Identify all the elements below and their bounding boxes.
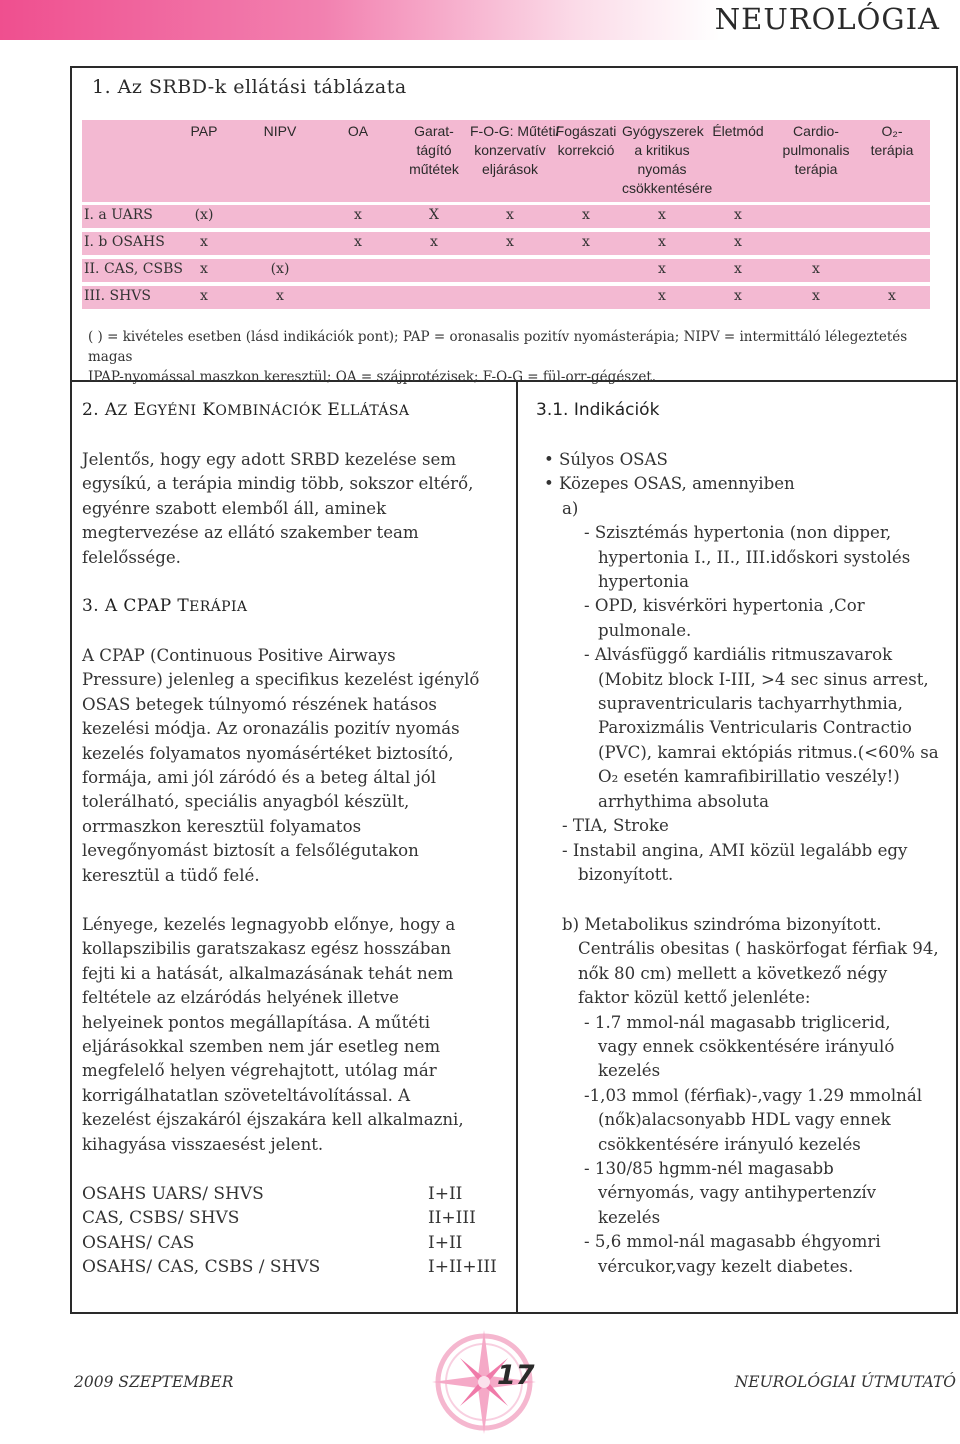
text-line: megfelelő helyen végrehajtott, utólag már <box>82 1061 437 1081</box>
text-line: helyeinek pontos megállapítása. A műtéti <box>82 1012 431 1032</box>
table-header <box>82 120 930 202</box>
table-cell: x <box>506 207 514 223</box>
table-cell: x <box>658 234 666 250</box>
combination-name: OSAHS/ CAS <box>82 1232 195 1253</box>
header-line: PAP <box>190 123 218 139</box>
header-line: Gyógyszerek <box>622 123 704 139</box>
table-cell: x <box>430 234 438 250</box>
indication-line: vagy ennek csökkentésére irányuló <box>598 1037 895 1057</box>
text-line: kezelési módja. Az oronazális pozitív nyomás <box>82 719 460 739</box>
table-row <box>82 205 930 228</box>
table-cell: (x) <box>194 207 214 223</box>
legend-line: ( ) = kivételes esetben (lásd indikációk pont); PAP = oronasalis pozitív nyomásterápia; NIPV = intermittáló lélegeztetés magas <box>88 329 908 365</box>
text-line: egysíkú, a terápia mindig több, sokszor eltérő, <box>82 474 474 494</box>
table-column-header <box>240 122 320 141</box>
text-line: keresztül a tüdő felé. <box>82 865 260 885</box>
indication-line: kezelés <box>598 1061 661 1081</box>
combination-row <box>82 1231 502 1255</box>
table-cell: x <box>354 207 362 223</box>
table-column-header <box>698 122 778 141</box>
text-line: tolerálható, speciális anyagból készült, <box>82 792 410 812</box>
header-line: Garat- <box>414 123 454 139</box>
indication-line: - Alvásfüggő kardiális ritmuszavarok <box>584 645 893 665</box>
table-row <box>82 232 930 255</box>
header-line: OA <box>347 123 369 139</box>
header-color-bar <box>0 0 720 40</box>
combination-value: II+III <box>428 1208 476 1229</box>
text-line: Lényege, kezelés legnagyobb előnye, hogy a <box>82 915 456 934</box>
combination-row <box>82 1255 502 1279</box>
indication-line: bizonyított. <box>578 864 674 884</box>
row-label: II. CAS, CSBS <box>84 261 183 277</box>
indication-line: supraventricularis tachyarrhythmia, <box>598 694 903 714</box>
legend-line: IPAP-nyomással maszkon keresztül; OA = szájprotézisek; F-O-G = fül-orr-gégészet. <box>88 369 657 385</box>
indication-line: - Szisztémás hypertonia (non dipper, <box>584 523 892 543</box>
table-legend <box>88 327 948 387</box>
table-cell: x <box>658 261 666 277</box>
table-cell: x <box>812 288 820 304</box>
table-cell: (x) <box>270 261 290 277</box>
header-line: műtétek <box>409 161 459 177</box>
row-label: I. a UARS <box>84 207 153 223</box>
table-cell: x <box>200 234 208 250</box>
text-line: orrmaszkon keresztül folyamatos <box>82 816 362 836</box>
table-cell: x <box>506 234 514 250</box>
indication-line: kezelés <box>598 1207 661 1227</box>
table-column-header <box>776 122 856 179</box>
text-line: korrigálhatatlan szöveteltávolítással. A <box>82 1085 411 1105</box>
header-line: konzervatív <box>474 142 546 158</box>
indication-line: hypertonia <box>598 572 689 592</box>
table-cell: x <box>888 288 896 304</box>
text-line: felelőssége. <box>82 547 181 567</box>
indication-line: vérnyomás, vagy antihypertenzív <box>598 1183 877 1203</box>
section-heading-text: 3. A CPAP TERÁPIA <box>82 596 248 616</box>
combination-list <box>82 1182 502 1280</box>
indication-list-a <box>536 448 956 887</box>
text-line: formája, ami jól záródó és a beteg által jól <box>82 768 437 788</box>
combination-name: OSAHS/ CAS, CSBS / SHVS <box>82 1257 321 1278</box>
table-column-header <box>546 122 626 160</box>
table-cell: x <box>734 234 742 250</box>
table-cell: x <box>658 288 666 304</box>
indication-line: b) Metabolikus szindróma bizonyított. <box>562 915 882 934</box>
indication-line: arrhythima absoluta <box>598 791 769 811</box>
indication-line: -1,03 mmol (férfiak)-,vagy 1.29 mmolnál <box>584 1085 923 1105</box>
header-line: pulmonalis <box>782 142 850 158</box>
header-line: a kritikus <box>634 142 690 158</box>
indication-line: vércukor,vagy kezelt diabetes. <box>598 1256 854 1276</box>
section-heading <box>82 400 409 420</box>
indication-line: - TIA, Stroke <box>562 816 669 836</box>
text-line: OSAS betegek túlnyomó részének hatásos <box>82 694 437 714</box>
table-cell: x <box>582 207 590 223</box>
combination-name: CAS, CSBS/ SHVS <box>82 1208 240 1229</box>
table-cell: x <box>200 288 208 304</box>
table-cell: x <box>734 261 742 277</box>
table-cell: x <box>582 234 590 250</box>
paragraph <box>82 448 514 570</box>
text-line: Jelentős, hogy egy adott SRBD kezelése sem <box>82 450 457 469</box>
indication-line: (nők)alacsonyabb HDL vagy ennek <box>598 1110 891 1130</box>
table-cell: x <box>276 288 284 304</box>
text-line: kezelést éjszakáról éjszakára kell alkalmazni, <box>82 1110 464 1130</box>
indication-line: (Mobitz block I-III, >4 sec sinus arrest, <box>598 669 929 689</box>
indication-list-b <box>536 913 956 1279</box>
header-line: terápia <box>870 142 914 158</box>
indication-line: a) <box>562 498 579 518</box>
indication-line: - 130/85 hgmm-nél magasabb <box>584 1159 834 1179</box>
paragraph <box>82 913 514 1157</box>
row-label: III. SHVS <box>84 288 151 304</box>
text-line: eljárásokkal szemben nem jár esetleg nem <box>82 1037 441 1057</box>
indication-line: (PVC), kamrai ektópiás ritmus.(<60% sa <box>598 742 939 762</box>
indication-line: Paroxizmális Ventricularis Contractio <box>598 718 912 738</box>
table-column-header <box>622 122 713 198</box>
text-line: levegőnyomást biztosít a felsőlégutakon <box>82 841 419 861</box>
text-line: egyénre szabott elemből áll, aminek <box>82 498 387 518</box>
table-column-header <box>318 122 398 141</box>
table-title: 1. Az SRBD-k ellátási táblázata <box>92 76 407 98</box>
indication-line: • Súlyos OSAS <box>544 450 668 469</box>
indication-line: - OPD, kisvérköri hypertonia ,Cor <box>584 596 865 616</box>
table-cell: x <box>734 288 742 304</box>
text-line: Pressure) jelenleg a specifikus kezelést igénylő <box>82 670 480 690</box>
table-column-header <box>394 122 474 179</box>
indication-line: • Közepes OSAS, amennyiben <box>544 474 795 494</box>
table-cell: x <box>354 234 362 250</box>
indication-line: faktor közül kettő jelenléte: <box>578 988 811 1008</box>
table-cell: x <box>200 261 208 277</box>
header-line: O₂- <box>881 123 903 139</box>
indication-line: - 1.7 mmol-nál magasabb triglicerid, <box>584 1012 891 1032</box>
header-line: terápia <box>794 161 838 177</box>
combination-value: I+II <box>428 1184 463 1204</box>
table-cell: x <box>658 207 666 223</box>
footer-title: NEUROLÓGIAI ÚTMUTATÓ <box>734 1373 956 1391</box>
header-line: Fogászati <box>555 123 617 139</box>
paragraph <box>82 644 514 888</box>
header-line: Cardio- <box>793 123 839 139</box>
combination-name: OSAHS UARS/ SHVS <box>82 1184 264 1204</box>
table-row <box>82 286 930 309</box>
indication-line: Centrális obesitas ( haskörfogat férfiak 94, <box>578 939 939 959</box>
header-line: NIPV <box>263 123 297 139</box>
header-line: F-O-G: Műtéti/ <box>470 123 560 139</box>
text-line: megtervezése az ellátó szakember team <box>82 523 419 543</box>
indication-line: pulmonale. <box>598 620 692 640</box>
text-line: kollapszibilis garatszakasz egész hosszában <box>82 939 452 959</box>
footer-date: 2009 SZEPTEMBER <box>74 1373 234 1391</box>
text-line: kezelés folyamatos nyomásértéket biztosító, <box>82 743 454 763</box>
table-cell: x <box>812 261 820 277</box>
combination-row <box>82 1206 502 1230</box>
subsection-heading: 3.1. Indikációk <box>536 400 660 420</box>
text-line: fejti ki a hatását, alkalmazásának tehát nem <box>82 963 454 983</box>
header-line: tágító <box>416 142 452 158</box>
indication-line: - Instabil angina, AMI közül legalább egy <box>562 840 908 860</box>
section-title: NEUROLÓGIA <box>714 2 940 36</box>
section-heading <box>82 596 247 616</box>
table-cell: x <box>734 207 742 223</box>
row-label: I. b OSAHS <box>84 234 165 250</box>
header-line: eljárások <box>481 161 539 177</box>
table-cell: X <box>429 207 439 223</box>
header-line: nyomás <box>637 161 687 177</box>
table-column-header <box>470 122 560 179</box>
combination-row <box>82 1182 502 1206</box>
section-heading-text: 2. AZ EGYÉNI KOMBINÁCIÓK ELLÁTÁSA <box>82 400 410 420</box>
indication-line: hypertonia I., II., III.időskori systolés <box>598 547 911 567</box>
indication-line: O₂ esetén kamrafibirillatio veszély!) <box>598 767 900 787</box>
table-column-header <box>852 122 932 160</box>
header-line: csökkentésére <box>622 180 713 196</box>
header-line: Életmód <box>712 123 764 139</box>
indication-line: - 5,6 mmol-nál magasabb éhgyomri <box>584 1232 881 1252</box>
text-line: kihagyása visszaesést jelent. <box>82 1134 324 1154</box>
indication-line: csökkentésére irányuló kezelés <box>598 1134 861 1154</box>
table-column-header <box>164 122 244 141</box>
table-row <box>82 259 930 282</box>
indication-line: nők 80 cm) mellett a következő négy <box>578 963 888 983</box>
combination-value: I+II+III <box>428 1257 497 1278</box>
text-line: A CPAP (Continuous Positive Airways <box>82 646 396 665</box>
page-number: 17 <box>497 1360 535 1391</box>
frame-divider-vertical <box>516 380 518 1314</box>
header-line: korrekció <box>557 142 615 158</box>
text-line: feltétele az elzáródás helyének illetve <box>82 988 399 1008</box>
combination-value: I+II <box>428 1232 463 1253</box>
